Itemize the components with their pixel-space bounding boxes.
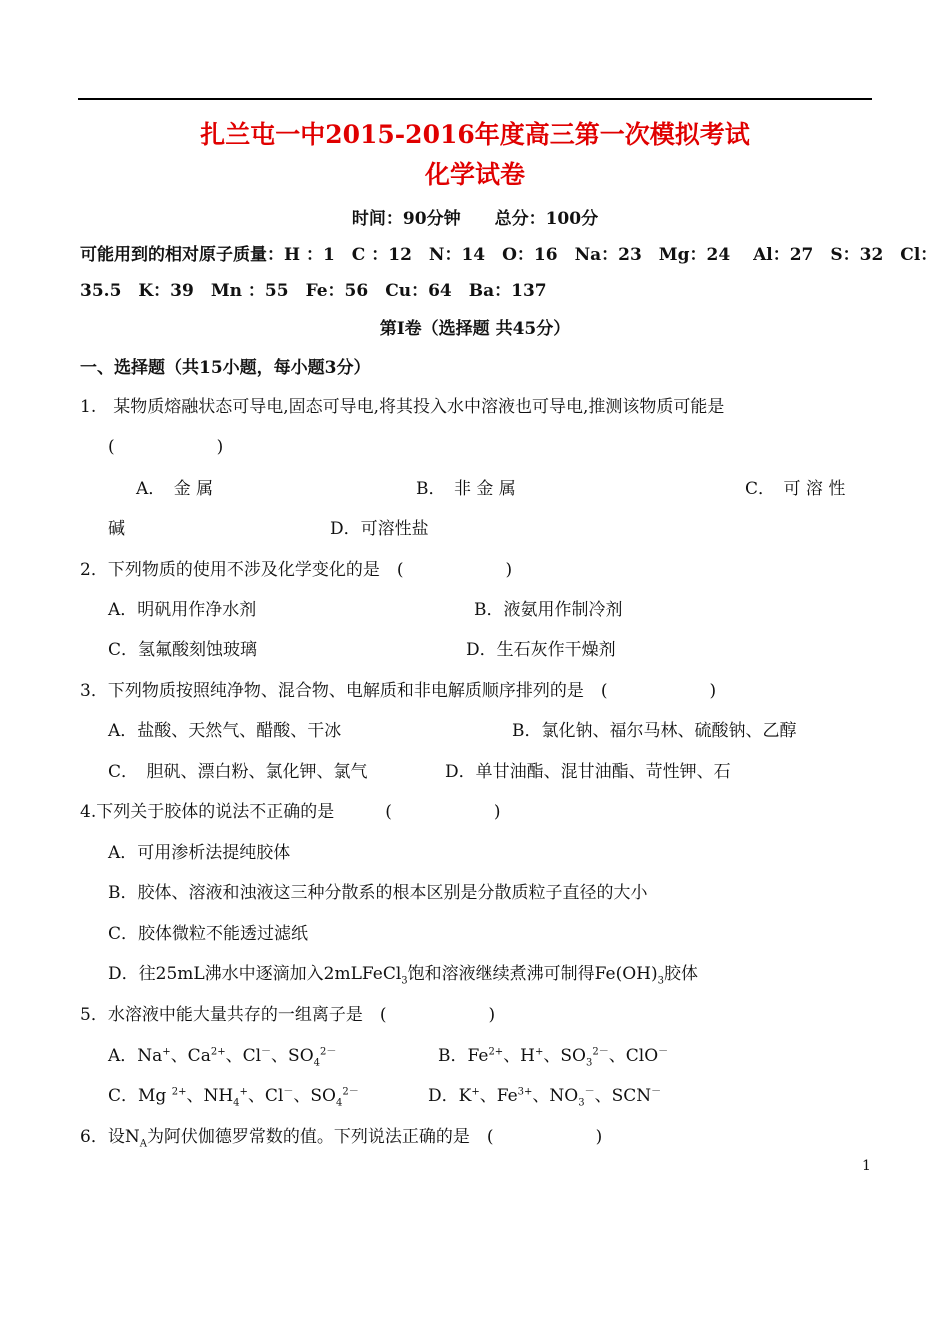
ion: 、Fe	[479, 1086, 518, 1106]
q4-option-b: B．胶体、溶液和浊液这三种分散系的根本区别是分散质粒子直径的大小	[108, 883, 648, 903]
charge: +	[162, 1046, 171, 1058]
charge: 2+	[171, 1086, 187, 1098]
subscript: 4	[233, 1097, 240, 1109]
section-title: 一、选择题（共15小题，每小题3分）	[80, 358, 371, 378]
q2-stem: 2．下列物质的使用不涉及化学变化的是 ( )	[80, 560, 513, 580]
q1-option-d: D．可溶性盐	[330, 519, 429, 539]
q5-d-label: D．	[428, 1086, 459, 1106]
q5-c-label: C．	[108, 1086, 139, 1106]
ion: 、ClO	[608, 1046, 659, 1066]
q2-option-d: D．生石灰作干燥剂	[466, 640, 616, 660]
q4-option-d-sub2: 3	[657, 975, 664, 987]
q1-answer-blank: ( )	[108, 437, 224, 457]
charge: －	[261, 1046, 272, 1058]
q6-stem	[80, 1122, 602, 1149]
charge: －	[283, 1086, 294, 1098]
q2-option-c: C．氢氟酸刻蚀玻璃	[108, 640, 258, 660]
charge: －	[651, 1086, 662, 1098]
q5-a-label: A．	[108, 1046, 138, 1066]
charge: 3+	[517, 1086, 533, 1098]
q3-option-d: D．单甘油酯、混甘油酯、苛性钾、石	[445, 762, 731, 782]
ion: 、SO	[543, 1046, 586, 1066]
volume-title: 第Ⅰ卷（选择题 共45分）	[379, 319, 571, 339]
q4-option-a: A．可用渗析法提纯胶体	[108, 843, 291, 863]
charge: 2+	[488, 1046, 504, 1058]
atomic-mass-line-2: 35.5 K：39 Mn ：55 Fe：56 Cu：64 Ba：137	[80, 281, 547, 301]
q4-option-c: C．胶体微粒不能透过滤纸	[108, 924, 309, 944]
q5-stem: 5．水溶液中能大量共存的一组离子是 ( )	[80, 1005, 496, 1025]
atomic-mass-line-1: 可能用到的相对原子质量：H ：1 C ：12 N：14 O：16 Na：23 Mg：24 Al：27 S：32 Cl：	[80, 245, 938, 265]
charge: 2－	[320, 1046, 337, 1058]
q5-option-c	[108, 1081, 359, 1108]
exam-subtitle: 化学试卷	[424, 160, 525, 189]
ion: 、NH	[186, 1086, 234, 1106]
ion: 、H	[503, 1046, 536, 1066]
q5-b-label: B．	[438, 1046, 468, 1066]
q5-option-d	[428, 1081, 661, 1108]
q2-option-b: B．液氨用作制冷剂	[474, 600, 623, 620]
q4-option-d-mid: 饱和溶液继续煮沸可制得Fe(OH)	[407, 964, 658, 984]
q1-option-c-continued: 碱	[108, 519, 125, 539]
ion: Na	[137, 1046, 163, 1066]
q3-option-a: A．盐酸、天然气、醋酸、干冰	[108, 721, 342, 741]
q4-option-d-sub: 3	[401, 975, 408, 987]
q1-option-a: A． 金 属	[136, 479, 214, 499]
ion: Fe	[467, 1046, 489, 1066]
exam-title: 扎兰屯一中2015-2016年度高三第一次模拟考试	[200, 120, 750, 149]
q6-stem-pre: 6．设N	[80, 1127, 140, 1147]
q1-option-c: C． 可 溶 性	[745, 479, 846, 499]
subscript: 4	[335, 1097, 343, 1109]
charge: 2－	[342, 1086, 359, 1098]
q4-option-d	[108, 959, 698, 986]
subscript: 4	[313, 1057, 321, 1069]
q3-option-c: C． 胆矾、漂白粉、氯化钾、氯气	[108, 762, 368, 782]
q6-stem-post: 为阿伏伽德罗常数的值。下列说法正确的是 ( )	[146, 1127, 603, 1147]
ion: 、NO	[532, 1086, 579, 1106]
q3-option-b: B．氯化钠、福尔马林、硫酸钠、乙醇	[512, 721, 797, 741]
charge: +	[471, 1086, 480, 1098]
q5-option-b	[438, 1041, 668, 1068]
subscript: 3	[578, 1097, 585, 1109]
ion: 、Cl	[225, 1046, 262, 1066]
q2-option-a: A．明矾用作净水剂	[108, 600, 257, 620]
ion: 、SCN	[594, 1086, 652, 1106]
page-number: 1	[862, 1158, 871, 1174]
q3-stem: 3．下列物质按照纯净物、混合物、电解质和非电解质顺序排列的是 ( )	[80, 681, 717, 701]
charge: +	[239, 1086, 248, 1098]
charge: －	[584, 1086, 595, 1098]
q1-option-b: B． 非 金 属	[416, 479, 516, 499]
ion: 、SO	[271, 1046, 314, 1066]
q1-stem: 1. 某物质熔融状态可导电,固态可导电,将其投入水中溶液也可导电,推测该物质可能是	[80, 397, 725, 417]
q5-option-a	[108, 1041, 336, 1068]
header-rule	[78, 98, 872, 100]
ion: 、SO	[293, 1086, 336, 1106]
subscript: 3	[586, 1057, 593, 1069]
ion: K	[458, 1086, 472, 1106]
q4-option-d-post: 胶体	[663, 964, 698, 984]
charge: +	[535, 1046, 544, 1058]
time-and-score: 时间：90分钟 总分：100分	[351, 209, 599, 229]
charge: 2+	[210, 1046, 226, 1058]
q6-stem-sub: A	[139, 1138, 147, 1150]
ion: Mg	[138, 1086, 172, 1106]
charge: －	[658, 1046, 669, 1058]
ion: 、Ca	[170, 1046, 211, 1066]
q4-option-d-pre: D．往25mL沸水中逐滴加入2mLFeCl	[108, 964, 402, 984]
charge: 2－	[592, 1046, 609, 1058]
ion: 、Cl	[247, 1086, 284, 1106]
q4-stem: 4.下列关于胶体的说法不正确的是 ( )	[80, 802, 501, 822]
